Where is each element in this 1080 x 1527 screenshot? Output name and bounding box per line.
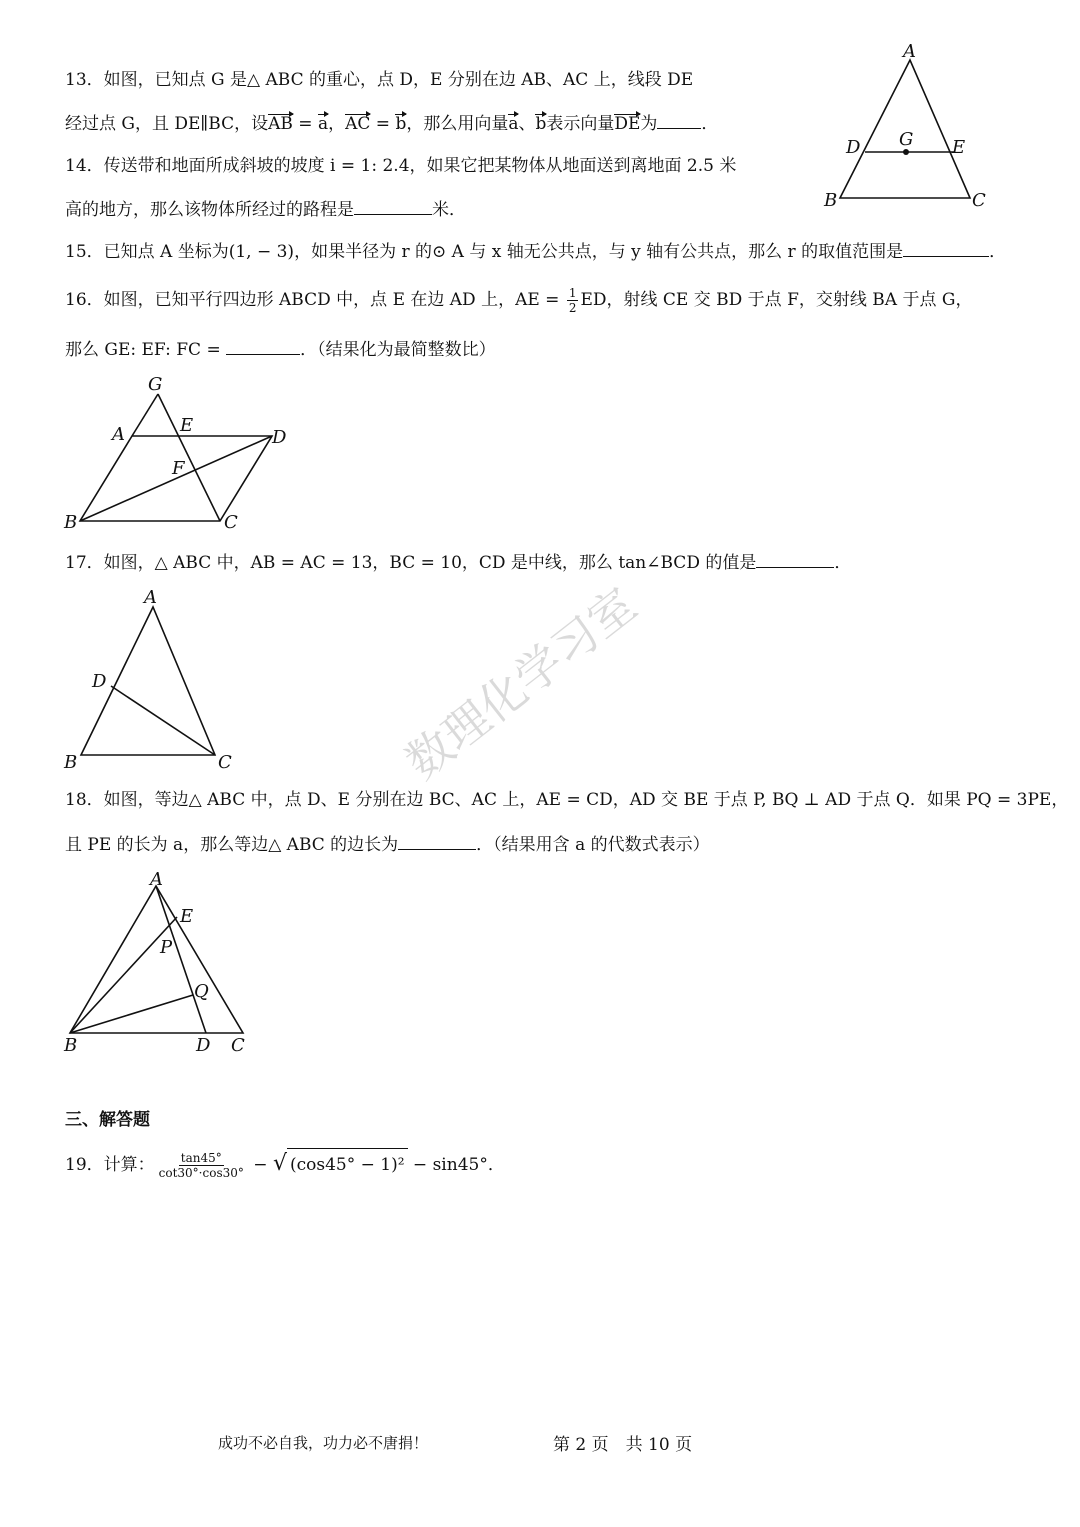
fig18-label-a: A (150, 869, 163, 890)
q13-sep: ， (328, 114, 346, 134)
fig16-label-c: C (224, 512, 238, 533)
fig13-label-c: C (972, 190, 986, 211)
vector-a-2: a (508, 114, 519, 134)
fig17-label-d: D (92, 671, 107, 692)
q16-frac-num: 1 (568, 286, 577, 300)
fig18-label-e: E (180, 906, 194, 927)
fig18-label-c: C (231, 1035, 245, 1056)
vector-a: a (317, 114, 329, 134)
q19-minus: − (247, 1155, 273, 1175)
fig18-label-b: B (64, 1035, 78, 1056)
answer-blank-14[interactable] (354, 196, 432, 215)
fig18-triangle-abc (70, 886, 243, 1033)
fig16-label-g: G (148, 374, 163, 395)
q18-text-end: ．（结果用含 a 的代数式表示） (476, 835, 710, 855)
q13-text-b: ，那么用向量 (406, 114, 509, 134)
answer-blank-13[interactable] (657, 110, 701, 129)
fig13-label-a: A (903, 41, 916, 62)
watermark: 数理化学习室 (395, 577, 647, 790)
q19-sqrt-content: (cos45° − 1)² (287, 1148, 408, 1181)
q19-rest: − sin45°． (407, 1155, 505, 1175)
vector-de: DE (614, 114, 641, 134)
q19-frac-num: tan45° (180, 1151, 222, 1165)
figure-17-triangle (60, 585, 260, 775)
fig13-label-e: E (952, 137, 966, 158)
answer-blank-15[interactable] (903, 238, 989, 257)
q13-text-c: 表示向量 (546, 114, 615, 134)
q18-text: 且 PE 的长为 a，那么等边△ ABC 的边长为 (65, 835, 399, 855)
q13-text-a: 经过点 G，且 DE∥BC，设 (65, 114, 269, 134)
sqrt-symbol: √ (272, 1151, 287, 1176)
fig13-label-d: D (846, 137, 861, 158)
q14-unit: 米． (432, 200, 466, 220)
figure-16-parallelogram (60, 370, 310, 540)
answer-blank-18[interactable] (398, 831, 476, 850)
vector-ab: AB (268, 114, 293, 134)
q17-line (65, 549, 851, 575)
fig17-label-a: A (144, 587, 157, 608)
vector-b: b (395, 114, 407, 134)
q13-eq1: = (292, 114, 318, 134)
fig16-label-a: A (112, 424, 125, 445)
q13-line1: 13．如图，已知点 G 是△ ABC 的重心，点 D，E 分别在边 AB、AC 上，线段 DE (65, 70, 694, 90)
fig18-label-q: Q (194, 981, 209, 1002)
fig18-label-d: D (196, 1035, 211, 1056)
q16-text-a: 16．如图，已知平行四边形 ABCD 中，点 E 在边 AD 上，AE = (65, 290, 565, 310)
q13-end: ． (701, 114, 719, 134)
q14-line1: 14．传送带和地面所成斜坡的坡度 i = 1: 2.4，如果它把某物体从地面送到离地面 2.5 米 (65, 156, 737, 176)
q13-text-d: 为 (640, 114, 658, 134)
q16-fraction (567, 286, 579, 315)
fig16-ray-cg (158, 394, 220, 521)
q18-line2 (65, 831, 710, 857)
q16-line2 (65, 336, 496, 362)
q13-dun: 、 (518, 114, 536, 134)
vector-ac: AC (345, 114, 371, 134)
q19-label: 19．计算： (65, 1155, 155, 1175)
fig17-median-cd (111, 686, 215, 755)
q17-text: 17．如图，△ ABC 中，AB = AC = 13，BC = 10，CD 是中线，那么 tan∠BCD 的值是 (65, 553, 757, 573)
q13-line2 (65, 110, 718, 136)
q16-line1 (65, 286, 972, 315)
figure-13-triangle (820, 40, 1020, 215)
answer-blank-17[interactable] (756, 549, 834, 568)
q16-text-c: 那么 GE: EF: FC = (65, 340, 227, 360)
q19-frac-den: cot30°·cos30° (158, 1166, 244, 1180)
fig16-label-d: D (272, 427, 287, 448)
q18-line1: 18．如图，等边△ ABC 中，点 D、E 分别在边 BC、AC 上，AE = CD，AD 交 BE 于点 P, BQ ⊥ AD 于点 Q．如果 PQ = 3PE， (65, 790, 1069, 810)
q13-eq2: = (370, 114, 396, 134)
q15-line (65, 238, 1006, 264)
fig17-label-c: C (218, 752, 232, 773)
fig13-label-b: B (824, 190, 838, 211)
fig18-label-p: P (160, 937, 173, 958)
q16-text-d: ．（结果化为最简整数比） (300, 340, 496, 360)
figure-18-equilateral (60, 865, 260, 1060)
fig16-label-f: F (172, 458, 185, 479)
q15-end: ． (989, 242, 1007, 262)
q15-text: 15．已知点 A 坐标为(1, − 3)，如果半径为 r 的⊙ A 与 x 轴无公共点，与 y 轴有公共点，那么 r 的取值范围是 (65, 242, 904, 262)
fig13-label-g: G (899, 129, 914, 150)
q16-frac-den: 2 (568, 301, 577, 315)
section-3-title: 三、解答题 (65, 1110, 150, 1130)
fig17-label-b: B (64, 752, 78, 773)
footer-motto: 成功不必自我，功力必不唐捐！ (218, 1434, 429, 1452)
q16-text-b: ED，射线 CE 交 BD 于点 F，交射线 BA 于点 G， (580, 290, 973, 310)
q19-line (65, 1148, 505, 1181)
fig18-segment-be (70, 917, 177, 1033)
answer-blank-16[interactable] (226, 336, 300, 355)
fig16-segment-ag (132, 394, 158, 436)
q14-text: 高的地方，那么该物体所经过的路程是 (65, 200, 354, 220)
fig16-label-e: E (180, 415, 194, 436)
q14-line2 (65, 196, 466, 222)
footer-page-number: 第 2 页 共 10 页 (553, 1435, 693, 1455)
q17-end: ． (834, 553, 852, 573)
fig16-label-b: B (64, 512, 78, 533)
q19-fraction (157, 1151, 246, 1180)
vector-b-2: b (535, 114, 547, 134)
